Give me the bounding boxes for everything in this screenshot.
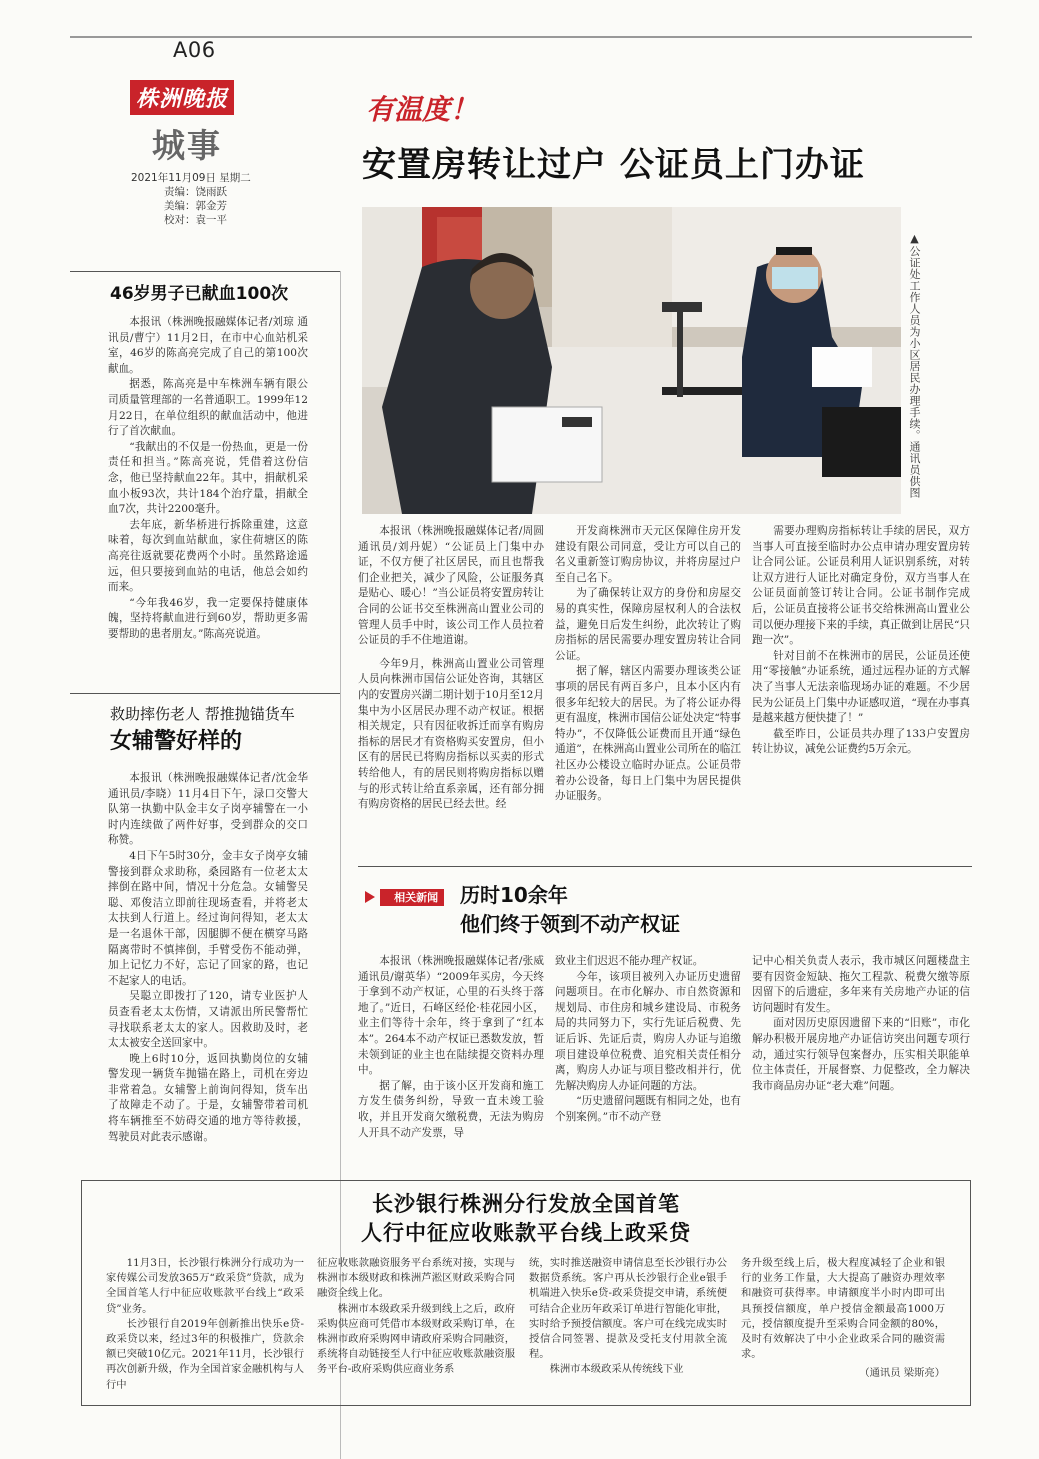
lead-paragraph: 需要办理购房指标转让手续的居民，双方当事人可直接至临时办公点申请办理安置房转让合同公证。公证员利用人证识别系统，对转让双方进行人证比对确定身份，双方当事人在公证员面前签订转让合同。公证书制作完成后，公证员直接将公证书交给株洲高山置业公司以便办理接下来的手续，真正做到让居民“只跑一次”。	[752, 525, 970, 647]
ad-paragraph: 11月3日，长沙银行株洲分行成功为一家传媒公司发放365万“政采贷”贷款，成为全国首笔人行中征应收账款平台线上“政采贷”业务。	[106, 1257, 304, 1315]
police-paragraph: 4日下午5时30分，金丰女子岗亭女辅警接到群众求助称，桑园路有一位老太太摔倒在路中间，情况十分危急。女辅警吴聪、邓俊洁立即前往现场查看，并将老太太扶到人行道上。经过询问得知，老太太是一名退休干部，因腿脚不便在横穿马路隔离带时不慎摔倒，手臂受伤不能动弹，加上记忆力不好，忘记了回家的路，也记不起家人的电话。	[108, 849, 308, 987]
ad-byline: （通讯员 梁斯亮）	[859, 1367, 945, 1380]
blood-paragraph: 据悉，陈高亮是中车株洲车辆有限公司质量管理部的一名普通职工。1999年12月22日，在单位组织的献血活动中，他进行了首次献血。	[108, 378, 308, 438]
blood-paragraph: 本报讯（株洲晚报融媒体记者/刘琼 通讯员/曹宁）11月2日，在市中心血站机采室，46岁的陈高亮完成了自己的第100次献血。	[108, 316, 308, 375]
lead-paragraph: 今年9月，株洲高山置业公司管理人员向株洲市国信公证处咨询，其辖区内的安置房兴湖二期计划于10月至12月集中为小区居民办理不动产权证。根据相关规定，只有因征收拆迁而享有购房指标的居民才有资格购买安置房，但小区有的居民已将购房指标以买卖的形式转给他人，有的居民则将购房指标以赠与的形式转让给直系亲属，还有部分拥有购房资格的居民已经去世。经	[358, 657, 544, 811]
ad-column-2	[317, 1256, 515, 1378]
proofreader-line: 校对：袁一平	[164, 214, 227, 226]
related-news-tag: 相关新闻	[380, 889, 444, 906]
ad-title-line-2: 人行中征应收账款平台线上政采贷	[361, 1221, 691, 1245]
related-paragraph: 据了解，由于该小区开发商和施工方发生债务纠纷，导致一直未竣工验收，并且开发商欠缴税费，无法为购房人开具不动产发票，导	[358, 1079, 544, 1139]
related-paragraph: “历史遗留问题既有相同之处，也有个别案例。”市不动产登	[555, 1095, 741, 1123]
lead-paragraph: 本报讯（株洲晚报融媒体记者/周圆 通讯员/刘丹妮）“公证员上门集中办证，不仅方便了社区居民，而且也帮我们企业把关，减少了风险，公证服务真是贴心、暖心！”当公证员将安置房转让合同的公证书交至株洲高山置业公司的管理人员手中时，该公司工作人员拉着公证员的手不住地道谢。	[358, 525, 544, 647]
blood-headline: 46岁男子已献血100次	[110, 284, 289, 304]
related-paragraph: 面对因历史原因遗留下来的“旧账”，市化解办积极开展房地产办证信访突出问题专项行动，通过实行领导包案督办，压实相关职能单位主体责任，开展督察、力促整改，全力解决我市商品房办证“老大难”问题。	[752, 1017, 970, 1092]
ad-title	[81, 1190, 971, 1248]
lead-paragraph: 针对目前不在株洲市的居民，公证员还使用“零接触”办证系统，通过远程办证的方式解决了当事人无法亲临现场办证的难题。不少居民为公证员上门集中办证感叹道，“现在办事真是越来越方便快捷了！”	[752, 649, 970, 725]
section-title: 城事	[152, 126, 222, 165]
related-paragraph: 致业主们迟迟不能办理产权证。	[555, 955, 704, 967]
lead-column-1	[358, 524, 544, 813]
pen-icon	[365, 891, 375, 903]
related-paragraph: 本报讯（株洲晚报融媒体记者/张威 通讯员/谢英华）“2009年买房，今天终于拿到不动产权证，心里的石头终于落地了。”近日，石峰区经伦·桂花园小区，业主们等待十余年，终于拿到了“红本本”。264本不动产权证已悉数发放，暂未领到证的业主也在陆续提交资料办理中。	[358, 955, 544, 1077]
related-column-1	[358, 954, 544, 1141]
lead-paragraph: 截至昨日，公证员共办理了133户安置房转让协议，减免公证费约5万余元。	[752, 727, 970, 756]
related-column-2	[555, 954, 741, 1126]
police-paragraph: 吴聪立即拨打了120，请专业医护人员查看老太太伤情，又请派出所民警帮忙寻找联系老太太的家人。因救助及时，老太太被安全送回家中。	[108, 990, 308, 1050]
ad-paragraph: 株洲市本级政采升级到线上之后，政府采购供应商可凭借市本级财政采购订单，在株洲市政府采购网申请政府采购合同融资，系统将自动链接至人行中征应收账款融资服务平台-政府采购供应商业务系	[317, 1302, 515, 1376]
lead-column-2	[555, 524, 741, 805]
related-paragraph: 记中心相关负责人表示，我市城区问题楼盘主要有因资金短缺、拖欠工程款、税费欠缴等原因留下的后遗症，多年来有关房地产办证的信访问题时有发生。	[752, 955, 970, 1014]
ad-column-4	[741, 1256, 945, 1382]
sidebar-rule	[70, 271, 340, 272]
police-headline: 女辅警好样的	[110, 729, 243, 754]
related-headline-1: 历时10余年	[460, 883, 568, 907]
date-line: 2021年11月09日 星期二	[131, 172, 251, 184]
lead-paragraph: 为了确保转让双方的身份和房屋交易的真实性，保障房屋权利人的合法权益，避免日后发生纠纷，此次转让了购房指标的居民需要办理安置房转让合同公证。	[555, 587, 741, 662]
page-number: A06	[173, 38, 216, 62]
related-paragraph: 今年，该项目被列入办证历史遗留问题项目。在市化解办、市自然资源和规划局、市住房和城乡建设局、市税务局的共同努力下，实行先证后税费、先证后诉、先证后责，购房人办证与追缴项目建设单位税费、追究相关责任相分离，购房人办证与项目整改相并行，优先解决购房人办证问题的方法。	[555, 970, 741, 1092]
related-tag-wrap	[365, 886, 444, 905]
ad-paragraph: 征应收账款融资服务平台系统对接，实现与株洲市本级财政和株洲芦淞区财政采购合同融资全线上化。	[317, 1257, 515, 1300]
designer-line: 美编：郭金芳	[164, 200, 227, 212]
ad-paragraph: 长沙银行自2019年创新推出快乐e贷-政采贷以来，经过3年的积极推广，贷款余额已突破10亿元。2021年11月，长沙银行再次创新升级，作为全国首家金融机构与人行中	[106, 1317, 304, 1391]
ad-paragraph: 株洲市本级政采从传统线下业	[549, 1363, 684, 1376]
ad-title-line-1: 长沙银行株洲分行发放全国首笔	[372, 1192, 680, 1216]
related-rule	[358, 866, 972, 867]
blood-paragraph: “我献出的不仅是一份热血，更是一份责任和担当。”陈高亮说，凭借着这份信念，他已坚持献血22年。其中，捐献机采血小板93次，共计184个治疗量，捐献全血7次，共计2200毫升。	[108, 440, 308, 516]
ad-paragraph: 务升级至线上后，极大程度减轻了企业和银行的业务工作量，大大提高了融资办理效率和融资可获得率。申请额度半小时内即可出具预授信额度，单户授信金额最高1000万元，授信额度提升至采购合同金额的80%，及时有效解决了中小企业政采合同的融资需求。	[741, 1257, 945, 1361]
lead-column-3	[752, 524, 970, 758]
header-meta	[131, 171, 281, 227]
lead-paragraph: 据了解，辖区内需要办理该类公证事项的居民有两百多户，且本小区内有很多年纪较大的居民。为了将公证办得更有温度，株洲市国信公证处决定“特事特办”，不仅降低公证费而且开通“绿色通道”，在株洲高山置业公司所在的临江社区办公楼设立临时办证点。公证员带着办公设备，每日上门集中为居民提供办证服务。	[555, 665, 741, 803]
notary-office-illustration	[362, 207, 901, 514]
lead-headline: 安置房转让过户 公证员上门办证	[362, 145, 865, 185]
blood-article	[108, 315, 308, 642]
photo-caption: ▲公证处工作人员为小区居民办理手续。通讯员供图	[908, 232, 921, 499]
sidebar-rule	[70, 693, 340, 694]
blood-paragraph: “今年我46岁，我一定要保持健康体魄，坚持将献血进行到60岁，帮助更多需要帮助的患者朋友。”陈高亮说道。	[108, 596, 308, 640]
ad-paragraph: 统，实时推送融资申请信息至长沙银行办公数据贷系统。客户再从长沙银行企业e银手机端进入快乐e贷-政采贷提交申请，系统便可结合企业历年政采订单进行智能化审批，实时给予预授信额度。客户可在线完成实时授信合同签署、提款及受托支付用款全流程。	[529, 1257, 727, 1361]
ad-column-1	[106, 1256, 304, 1393]
related-headline-2: 他们终于领到不动产权证	[460, 912, 680, 936]
police-kicker: 救助摔伤老人 帮推抛锚货车	[110, 705, 295, 723]
police-paragraph: 晚上6时10分，返回执勤岗位的女辅警发现一辆货车抛锚在路上，司机在旁边非常着急。女辅警上前询问得知，货车出了故障走不动了。于是，女辅警带着司机将车辆推至不妨碍交通的地方等待救援，驾驶员对此表示感谢。	[108, 1052, 308, 1143]
blood-paragraph: 去年底，新华桥进行拆除重建，这意味着，每次到血站献血，家住荷塘区的陈高亮往返就要花费两个小时。虽然路途遥远，但只要接到血站的电话，他总会如约而来。	[108, 518, 308, 594]
related-column-3	[752, 954, 970, 1094]
lead-photo	[362, 207, 901, 514]
police-article	[108, 771, 308, 1145]
lead-kicker: 有温度！	[366, 93, 479, 126]
editor-line: 责编：饶雨跃	[164, 186, 227, 198]
police-paragraph: 本报讯（株洲晚报融媒体记者/沈金华 通讯员/李晓）11月4日下午，渌口交警大队第一执勤中队金丰女子岗亭辅警在一小时内连续做了两件好事，受到群众的交口称赞。	[108, 772, 308, 847]
masthead-logo: 株洲晚报	[130, 80, 234, 115]
lead-paragraph: 开发商株洲市天元区保障住房开发建设有限公司同意，受让方可以自己的名义重新签订购房协议，并将房屋过户至自己名下。	[555, 525, 741, 584]
ad-column-3	[529, 1256, 727, 1378]
